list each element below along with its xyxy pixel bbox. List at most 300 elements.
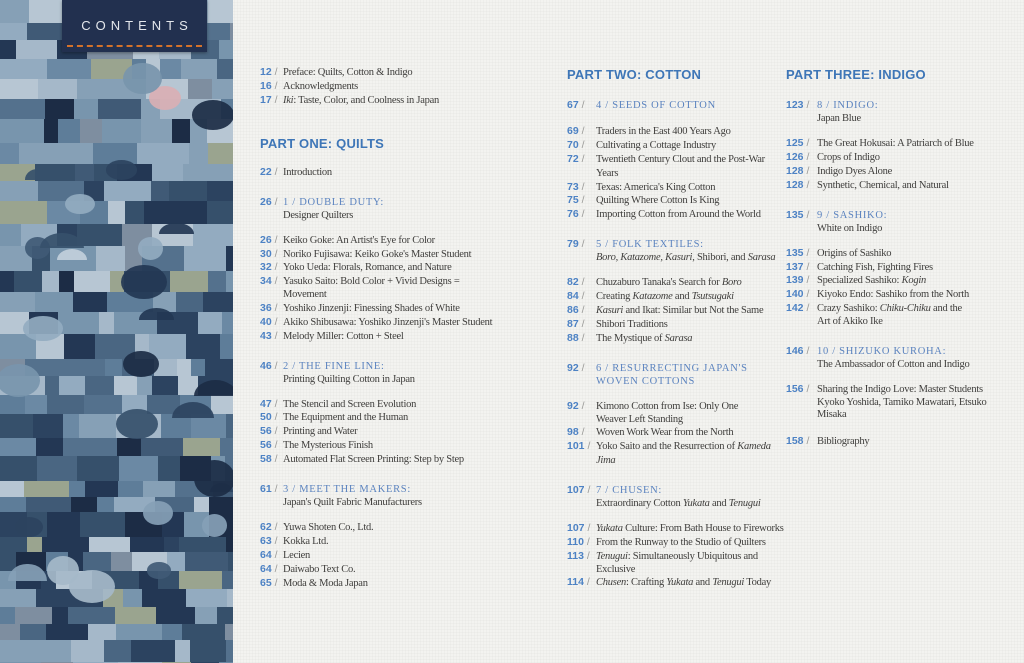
quilt-patch [193,224,226,246]
page-number [567,181,596,195]
text-line [283,94,439,108]
text-line [596,400,738,414]
toc-entry [567,576,785,590]
page-number-slash: / [583,549,590,562]
quilt-patch [27,23,67,40]
entry-text [596,400,738,427]
page-number-value: 43 [260,329,272,342]
quilt-patch [19,143,56,164]
text-segment: Yukata [682,498,710,509]
quilt-patch [191,359,205,376]
chapter-title: 7 / CHUSEN: [596,485,663,496]
quilt-patch [15,607,52,624]
text-line [596,536,766,550]
quilt-patch [207,201,233,224]
quilt-patch [217,59,233,79]
quilt-artwork [0,0,233,663]
page-number [260,275,283,289]
toc-column-1 [260,66,536,591]
toc-entry [260,425,536,439]
chapter-subtitle [817,112,878,125]
entry-text [596,153,785,181]
chapter-title: 6 / RESURRECTING JAPAN'S [596,362,748,374]
chapter-heading-body [817,99,878,125]
text-segment: Kimono Cotton from Ise: Only One [596,400,739,412]
quilt-patch [37,456,77,481]
page-number [260,80,283,94]
text-line [817,247,891,261]
entry-text [283,521,373,535]
text-segment: Catching Fish, Fighting Fires [817,261,933,273]
chapter-heading-body [596,238,775,264]
quilt-patch [158,456,180,481]
quilt-patch [203,292,233,312]
entry-text [817,274,926,288]
toc-entry [567,194,785,208]
quilt-patch [0,271,14,292]
quilt-patch [0,99,45,119]
page-number-value: 63 [260,535,272,547]
quilt-patch [183,164,230,181]
chapter-title: 5 / FOLK TEXTILES: [596,239,704,251]
page-number-value: 128 [786,164,804,177]
quilt-patch [226,246,233,271]
quilt-patch [42,537,60,552]
quilt-patch [0,624,20,640]
text-segment: Weaver Left Standing [596,413,683,425]
entry-text [596,208,761,222]
toc-entry [567,125,785,139]
toc-entry [786,165,1010,179]
quilt-patch [70,359,105,376]
chapter-subtitle [283,209,384,222]
toc-entry [260,411,536,425]
text-segment: Kogin [901,275,926,287]
text-line [817,165,892,179]
entry-group [567,522,785,590]
text-segment: Texas: America's King Cotton [596,181,716,193]
page-number [260,261,283,275]
page-number-value: 87 [567,317,579,330]
page-number [567,318,596,332]
entry-text [596,304,763,318]
quilt-patch [220,438,233,456]
page-number-slash: / [578,194,585,207]
quilt-patch [0,224,21,246]
entry-text [283,94,439,108]
text-line [596,208,761,222]
page-number-value: 46 [260,359,272,372]
quilt-row [0,438,233,456]
toc-entry [260,521,536,535]
page-number-slash: / [578,276,585,289]
quilt-patch [104,181,151,201]
text-line [596,564,758,577]
page-number-slash: / [271,66,278,78]
quilt-patch [115,607,156,624]
quilt-patch [85,481,118,497]
quilt-patch [0,201,47,224]
page-number [260,360,283,374]
entry-text [283,535,328,549]
chapter-heading [567,362,785,388]
quilt-patch [178,201,207,224]
toc-entry [567,139,785,153]
page-number-value: 47 [260,397,272,410]
quilt-patch [177,359,191,376]
page-number [567,484,596,498]
quilt-patch [52,607,68,624]
text-line [283,398,416,412]
page-number [260,302,283,316]
text-segment: Sarasa [747,252,776,264]
chapter-heading [260,196,536,222]
quilt-patch [45,99,74,119]
entry-text [283,248,471,262]
page-number-value: 137 [786,260,804,273]
quilt-patch [181,59,217,79]
quilt-patch [220,334,233,359]
toc-entry [567,318,785,332]
stitch-divider [67,45,202,47]
quilt-patch [0,59,47,79]
text-segment: Chiku-Chiku [879,303,931,315]
text-segment: Tenugui [728,498,761,509]
text-segment: Art of Akiko Ike [817,316,883,328]
quilt-patch [226,414,233,438]
chapter-title: 9 / SASHIKO: [817,209,888,221]
text-line [283,411,408,425]
text-line [596,318,668,332]
quilt-patch [58,119,80,143]
page-number-slash: / [578,426,585,439]
text-segment: From the Runway to the Studio of Quilters [596,536,766,548]
page-number-value: 107 [567,484,585,496]
quilt-patch [141,119,172,143]
page-number [786,383,817,397]
text-segment: Today [744,577,772,589]
page-number-slash: / [271,439,278,452]
page-number-slash: / [803,246,810,259]
page-number-slash: / [578,317,585,330]
text-line [817,288,969,302]
page-number-slash: / [803,274,810,287]
entry-text [283,275,460,302]
quilt-patch [98,99,141,119]
quilt-patch [184,246,226,271]
page-number-value: 70 [567,138,579,151]
chapter-heading-body [596,362,748,388]
page-number-value: 156 [786,382,804,395]
text-line [596,426,733,440]
entry-text [817,261,933,275]
text-segment: Exclusive [596,563,636,575]
text-segment: Melody Miller: Cotton + Steel [283,330,404,342]
text-line [283,275,460,289]
page-number-value: 146 [786,344,804,357]
quilt-row [0,271,233,292]
page-number [786,274,817,288]
text-segment: Chusen [596,577,626,589]
entry-text [596,522,784,536]
toc-entry [786,137,1010,151]
page-number-slash: / [578,138,585,151]
chapter-heading [786,209,1010,235]
quilt-patch [209,497,233,512]
part-heading: PART ONE: QUILTS [260,135,385,151]
page-number [260,535,283,549]
toc-entry [567,536,785,550]
page-number-slash: / [803,382,810,395]
text-segment: Introduction [283,166,332,178]
page-number [567,125,596,139]
page-number-value: 58 [260,453,272,466]
quilt-patch [25,395,47,414]
text-segment: and the [930,303,962,315]
entry-text [283,453,464,467]
text-segment: Yoshiko Jinzenji: Finessing Shades of White [283,302,460,314]
chapter-subtitle [817,222,887,235]
quilt-patch [208,143,233,164]
text-line [283,289,460,302]
toc-entry [567,400,785,427]
entry-text [283,66,412,80]
quilt-patch [0,79,38,99]
page-number-value: 12 [260,66,272,78]
page-number-value: 17 [260,93,272,106]
chapter-title: 2 / THE FINE LINE: [283,360,385,372]
quilt-patch [230,23,233,40]
entry-text [283,577,368,591]
quilt-patch [179,571,222,589]
page-number-slash: / [271,315,278,328]
quilt-patch [186,334,220,359]
quilt-patch [0,292,35,312]
quilt-patch [83,552,111,571]
quilt-patch [33,414,63,438]
page-number [786,247,817,261]
quilt-patch [77,224,122,246]
entry-text [596,440,785,468]
text-segment: Chuzaburo Tanaka's Search for [596,277,722,289]
page-number [786,288,817,302]
quilt-patch [0,395,25,414]
text-segment: Kameda Jima [596,441,771,467]
entry-text [817,435,869,449]
text-line [596,440,785,468]
entry-text [596,194,719,208]
text-line [596,181,715,195]
page-number-slash: / [271,275,278,288]
text-segment: Woven Work Wear from the North [596,427,734,439]
page-number-value: 135 [786,208,804,221]
quilt-patch [185,552,228,571]
quilt-patch [105,359,122,376]
quilt-circle-motif [194,460,233,497]
page-number-slash: / [578,290,585,303]
entry-text [283,80,358,94]
quilt-row [0,79,233,99]
entry-text [817,179,949,193]
toc-entry [260,275,536,302]
chapter-heading-body [596,99,716,112]
quilt-circle-motif [47,556,78,585]
quilt-patch [212,79,233,99]
text-segment: Preface: Quilts, Cotton & Indigo [283,67,413,78]
page-number-value: 92 [567,361,579,374]
page-number-value: 135 [786,246,804,259]
entry-text [596,181,715,195]
page-number-value: 123 [786,99,804,111]
quilt-patch [137,376,152,395]
quilt-patch [16,40,57,59]
quilt-patch [164,537,179,552]
text-line [817,151,880,165]
text-segment: Japan's Quilt Fabric Manufacturers [283,497,422,509]
page-number [567,550,596,564]
toc-entry [260,234,536,248]
page-number-slash: / [578,361,585,374]
entry-text [596,536,766,550]
page-number-slash: / [271,79,278,92]
page-number-value: 101 [567,440,585,453]
quilt-patch [89,537,130,552]
quilt-patch [160,143,189,164]
entry-group [260,234,536,344]
text-segment: Kyoko Yoshida, Tamiko Mawatari, Etsuko [817,396,987,408]
quilt-row [0,292,233,312]
quilt-patch [151,181,169,201]
quilt-patch [0,23,27,40]
page-number-slash: / [271,535,278,547]
page-number-slash: / [803,288,810,301]
page-number-value: 92 [567,399,579,412]
text-line [283,549,310,563]
toc-entry [260,302,536,316]
page-number-value: 158 [786,434,804,447]
page-number-value: 107 [567,522,585,534]
text-line [596,332,692,346]
text-segment: Culture: From Bath House to Fireworks [622,523,784,534]
page-number-value: 65 [260,576,272,589]
text-segment: Tenugui [596,550,628,562]
page-number [260,316,283,330]
toc-entry [567,276,785,290]
quilt-patch [118,481,143,497]
page-number [786,209,817,223]
chapter-heading [786,99,1010,125]
part-heading: PART TWO: COTTON [567,67,702,82]
page-number [786,179,817,193]
text-segment: Sharing the Indigo Love: Master Students [817,383,983,395]
chapter-heading-body [817,209,887,235]
entry-text [283,316,492,330]
text-segment: Tsutsugaki [691,291,734,303]
quilt-patch [176,292,203,312]
chapter-title: 8 / INDIGO: [817,100,879,111]
text-line [283,563,355,577]
entry-text [817,383,987,422]
quilt-patch [123,589,142,607]
quilt-patch [183,438,220,456]
quilt-patch [227,589,233,607]
quilt-row [0,624,233,640]
text-segment: Yoko Ueda: Florals, Romance, and Nature [283,262,452,274]
page-number-slash: / [578,180,585,193]
text-line [596,125,731,139]
quilt-patch [152,376,178,395]
toc-entry [260,549,536,563]
quilt-patch [0,589,36,607]
page-number-slash: / [583,576,590,589]
quilt-patch [182,624,225,640]
quilt-patch [0,481,24,497]
page-number [567,194,596,208]
entry-group [567,400,785,468]
text-segment: Acknowledgments [283,80,358,92]
quilt-patch [71,624,88,640]
text-line [283,80,358,94]
page-number-slash: / [803,99,810,111]
quilt-patch [125,201,144,224]
quilt-patch [77,456,119,481]
text-segment: Kokka Ltd. [283,536,329,547]
page-number [260,483,283,497]
page-number-slash: / [584,522,591,534]
quilt-patch [226,537,233,552]
entry-group [260,521,536,591]
chapter-title: 4 / SEEDS OF COTTON [596,100,716,111]
toc-entry [567,208,785,222]
toc-column-3 [786,66,1010,449]
page-number-value: 140 [786,288,804,301]
page-number-value: 40 [260,315,272,328]
page-number-value: 128 [786,178,804,191]
toc-entry [260,439,536,453]
text-segment: Creating [596,291,633,303]
page-number-value: 61 [260,483,272,496]
page-number-value: 76 [567,208,579,221]
toc-entry [567,332,785,346]
chapter-title: 10 / SHIZUKO KUROHA: [817,345,947,357]
page-number [567,576,596,590]
page-number [786,151,817,165]
quilt-patch [208,271,226,292]
text-segment: Kiyoko Endo: Sashiko from the North [817,289,969,301]
quilt-patch [74,99,98,119]
entry-text [817,165,892,179]
page-number [567,208,596,222]
text-segment: Misaka [817,409,847,421]
toc-entry [786,302,1010,329]
text-line [596,153,785,181]
quilt-patch [0,0,29,23]
quilt-patch [190,640,226,662]
text-line [596,304,763,318]
quilt-row [0,497,233,512]
page-number-slash: / [803,302,810,315]
toc-entry [260,577,536,591]
quilt-patch [103,438,117,456]
page-number [786,99,817,113]
text-segment: The Equipment and the Human [283,412,409,424]
text-segment: : Crafting [626,577,667,589]
quilt-row [0,201,233,224]
text-segment: and [693,577,713,589]
text-line [283,521,373,535]
page-number [786,435,817,449]
text-line [283,330,404,344]
